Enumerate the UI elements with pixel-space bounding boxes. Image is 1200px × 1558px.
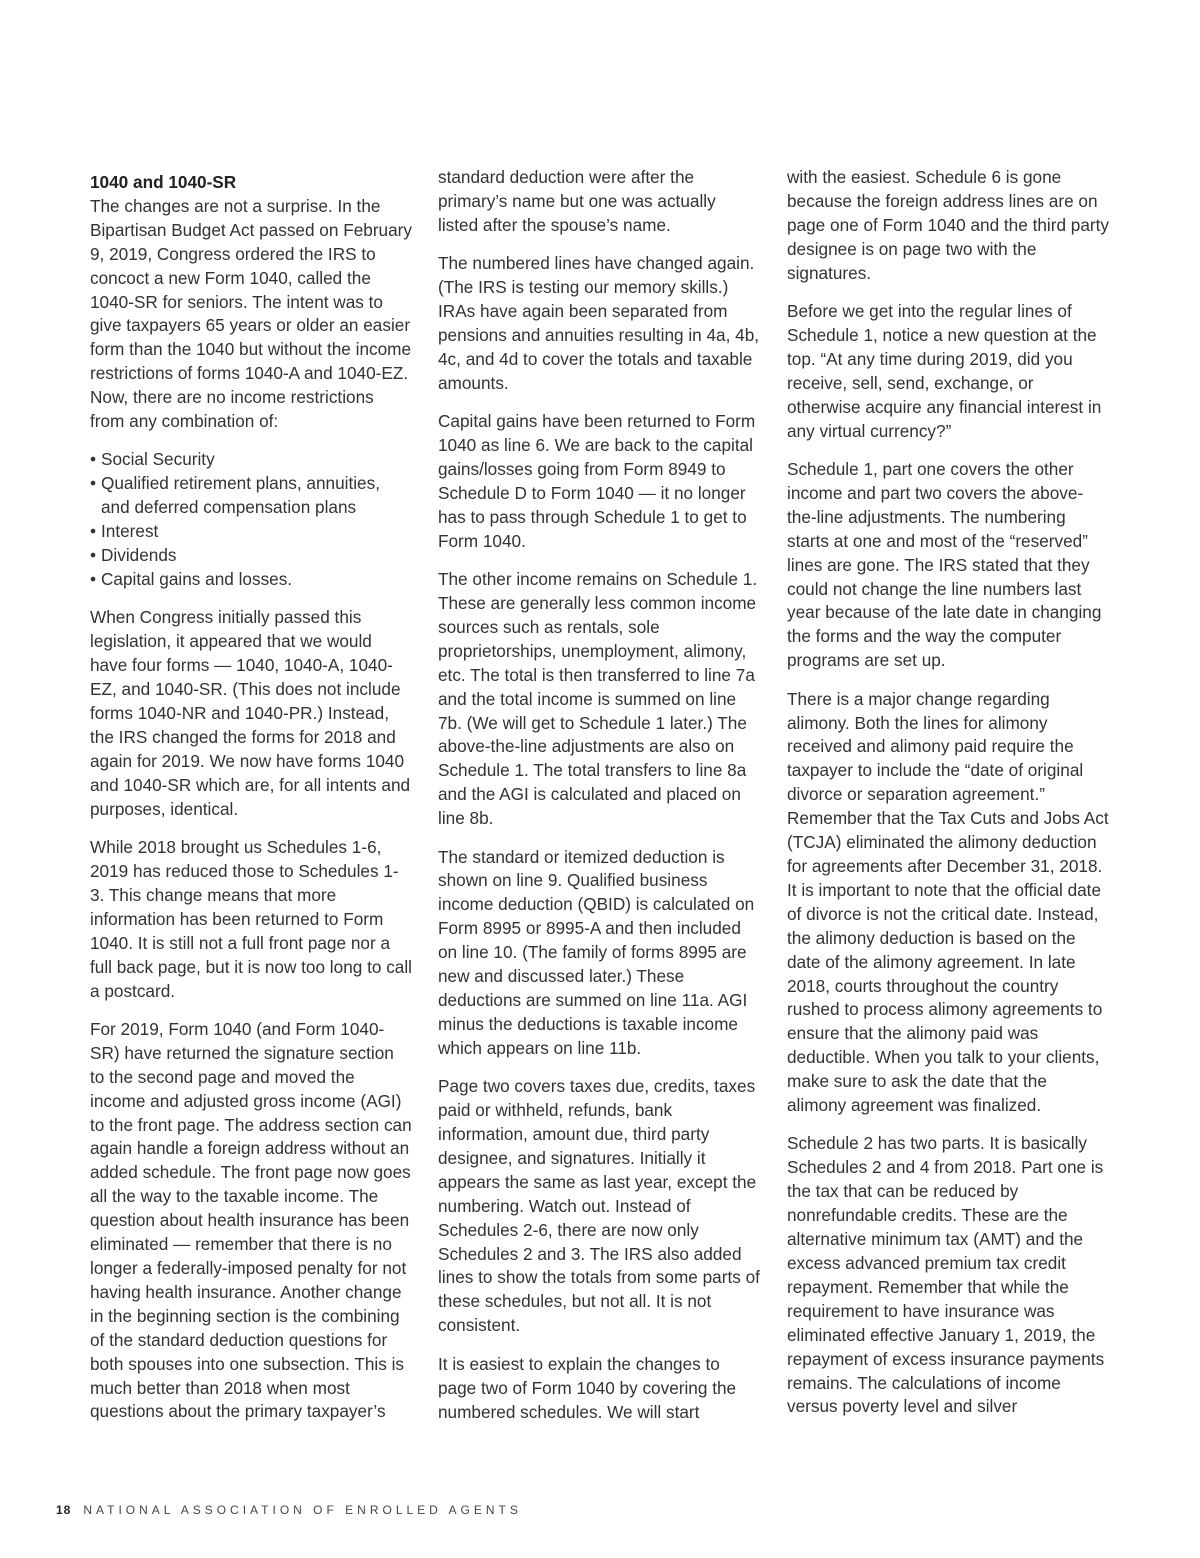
bullet-list	[90, 448, 412, 591]
bullet-item: • Capital gains and losses.	[90, 568, 412, 592]
body-paragraph: Capital gains have been returned to Form 1040 as line 6. We are back to the capital gains/losses going from Form 8949 to Schedule D to Form 1040 — it no longer has to pass through Schedule 1 to get to Form 1040.	[438, 411, 756, 551]
publication-name: NATIONAL ASSOCIATION OF ENROLLED AGENTS	[83, 1503, 522, 1517]
body-paragraph: While 2018 brought us Schedules 1-6, 2019 has reduced those to Schedules 1-3. This change means that more information has been returned to Form 1040. It is still not a full front page nor a full back page, but it is now too long to call a postcard.	[90, 837, 412, 1001]
bullet-item: • Qualified retirement plans, annuities, and deferred compensation plans	[90, 472, 412, 520]
body-paragraph: standard deduction were after the primary’s name but one was actually listed after the spouse’s name.	[438, 167, 716, 235]
page-footer	[56, 1503, 522, 1517]
body-paragraph: For 2019, Form 1040 (and Form 1040-SR) have returned the signature section to the second page and moved the income and adjusted gross income (AGI) to the front page. The address section can again handle a foreign address without an added schedule. The front page now goes all the way to the taxable income. The question about health insurance has been eliminated — remember that there is no longer a federally-imposed penalty for not having health insurance. Another change in the beginning section is the combining of the standard deduction questions for both spouses into one subsection. This is much better than 2018 when most questions about the primary taxpayer’s	[90, 1018, 412, 1422]
body-paragraph: The other income remains on Schedule 1. These are generally less common income sources such as rentals, sole proprietorships, unemployment, alimony, etc. The total is then transferred to line 7a and the total income is summed on line 7b. (We will get to Schedule 1 later.) The above-the-line adjustments are also on Schedule 1. The total transfers to line 8a and the AGI is calculated and placed on line 8b.	[438, 569, 758, 829]
bullet-item: • Interest	[90, 520, 412, 544]
column-2	[438, 166, 760, 1439]
body-paragraph: with the easiest. Schedule 6 is gone because the foreign address lines are on page one of Form 1040 and the third party designee is on page two with the signatures.	[787, 167, 1109, 283]
body-paragraph: When Congress initially passed this legislation, it appeared that we would have four forms — 1040, 1040-A, 1040-EZ, and 1040-SR. (This does not include forms 1040-NR and 1040-PR.) Instead, the IRS changed the forms for 2018 and again for 2019. We now have forms 1040 and 1040-SR which are, for all intents and purposes, identical.	[90, 607, 411, 819]
section-heading: 1040 and 1040-SR	[90, 172, 237, 192]
intro-paragraph: The changes are not a surprise. In the Bipartisan Budget Act passed on February 9, 2019, Congress ordered the IRS to concoct a new Form 1040, called the 1040-SR for seniors. The intent was to give taxpayers 65 years or older an easier form than the 1040 but without the income restrictions of forms 1040-A and 1040-EZ. Now, there are no income restrictions from any combination of:	[90, 195, 412, 432]
body-paragraph: Before we get into the regular lines of Schedule 1, notice a new question at the top. “At any time during 2019, did you receive, sell, send, exchange, or otherwise acquire any financial interest in any virtual currency?”	[787, 301, 1102, 441]
page-number: 18	[56, 1503, 72, 1517]
body-paragraph: Schedule 1, part one covers the other income and part two covers the above-the-line adjustments. The numbering starts at one and most of the “reserved” lines are gone. The IRS stated that they could not change the line numbers last year because of the late date in changing the forms and the way the computer programs are set up.	[787, 458, 1102, 671]
body-paragraph: The standard or itemized deduction is shown on line 9. Qualified business income deduction (QBID) is calculated on Form 8995 or 8995-A and then included on line 10. (The family of forms 8995 are new and discussed later.) These deductions are summed on line 11a. AGI minus the deductions is taxable income which appears on line 11b.	[438, 846, 755, 1058]
bullet-item: • Dividends	[90, 544, 412, 568]
column-3	[787, 166, 1109, 1434]
column-1	[90, 171, 412, 1439]
body-paragraph: Page two covers taxes due, credits, taxes paid or withheld, refunds, bank information, amount due, third party designee, and signatures. Initially it appears the same as last year, except the numbering. Watch out. Instead of Schedules 2-6, there are now only Schedules 2 and 3. The IRS also added lines to show the totals from some parts of these schedules, but not all. It is not consistent.	[438, 1076, 760, 1336]
bullet-item: • Social Security	[90, 448, 412, 472]
body-paragraph: Schedule 2 has two parts. It is basically Schedules 2 and 4 from 2018. Part one is the tax that can be reduced by nonrefundable credits. These are the alternative minimum tax (AMT) and the excess advanced premium tax credit repayment. Remember that while the requirement to have insurance was eliminated effective January 1, 2019, the repayment of excess insurance payments remains. The calculations of income versus poverty level and silver	[787, 1133, 1105, 1417]
body-paragraph: It is easiest to explain the changes to page two of Form 1040 by covering the numbered schedules. We will start	[438, 1353, 737, 1422]
body-paragraph: There is a major change regarding alimony. Both the lines for alimony received and alimony paid require the taxpayer to include the “date of original divorce or separation agreement.” Remember that the Tax Cuts and Jobs Act (TCJA) eliminated the alimony deduction for agreements after December 31, 2018. It is important to note that the official date of divorce is not the critical date. Instead, the alimony deduction is based on the date of the alimony agreement. In late 2018, courts throughout the country rushed to process alimony agreements to ensure that the alimony paid was deductible. When you talk to your clients, make sure to ask the date that the alimony agreement was finalized.	[787, 688, 1109, 1116]
body-paragraph: The numbered lines have changed again. (The IRS is testing our memory skills.) IRAs have again been separated from pensions and annuities resulting in 4a, 4b, 4c, and 4d to cover the totals and taxable amounts.	[438, 253, 760, 393]
